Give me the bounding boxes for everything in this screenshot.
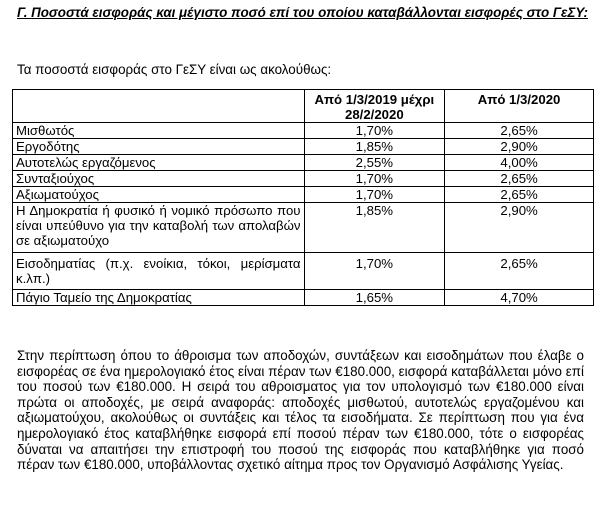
rate-period-2: 2,90%: [445, 139, 594, 155]
row-label: Εισοδηματίας (π.χ. ενοίκια, τόκοι, μερίσματα κ.λπ.): [13, 253, 305, 290]
rate-period-1: 1,70%: [304, 253, 445, 290]
rate-period-1: 1,70%: [304, 187, 445, 203]
row-label: Αξιωματούχος: [13, 187, 305, 203]
intro-text: Τα ποσοστά εισφοράς στο ΓεΣΥ είναι ως ακολούθως:: [17, 62, 332, 77]
table-row: [13, 290, 594, 306]
table-row: [13, 123, 594, 139]
rate-period-1: 1,85%: [304, 139, 445, 155]
rate-period-2: 2,65%: [445, 123, 594, 139]
explanatory-paragraph: Στην περίπτωση όπου το άθροισμα των αποδοχών, συντάξεων και εισοδημάτων που έλαβε ο εισφορέας σε ένα ημερολογιακό έτος είναι πέραν των €180.000, εισφορά καταβάλλεται μόνο επί του ποσού των €180.000. Η σειρά του αθροισματος για τον υπολογισμό των €180.000 είναι πρώτα οι αποδοχές, με σειρά αναφοράς: αποδοχές μισθωτού, αυτοτελώς εργαζομένου και αξιωματούχου, ακολούθως οι συντάξεις και τέλος τα εισοδήματα. Σε περίπτωση που για ένα ημερολογιακό έτος καταβλήθηκε εισφορά επί ποσού πέραν των €180.000, τότε ο εισφορέας δύναται να απαιτήσει την επιστροφή του ποσού της εισφοράς που καταβλήθηκε για ποσό πέραν των €180.000, υποβάλλοντας σχετικό αίτημα προς τον Οργανισμό Ασφάλισης Υγείας.: [17, 348, 584, 473]
contribution-rates-table: [12, 89, 594, 306]
rate-period-1: 1,85%: [304, 203, 445, 253]
rate-period-2: 2,65%: [445, 171, 594, 187]
table-row: [13, 187, 594, 203]
table-header-row: [13, 90, 594, 123]
rate-period-1: 1,70%: [304, 171, 445, 187]
table-row: [13, 171, 594, 187]
rate-period-1: 2,55%: [304, 155, 445, 171]
table-row: [13, 253, 594, 290]
section-heading: Γ. Ποσοστά εισφοράς και μέγιστο ποσό επί του οποίου καταβάλλονται εισφορές στο ΓεΣΥ:: [17, 5, 589, 20]
row-label: Συνταξιούχος: [13, 171, 305, 187]
row-label: Μισθωτός: [13, 123, 305, 139]
header-period-1: Από 1/3/2019 μέχρι 28/2/2020: [304, 90, 445, 123]
table-row: [13, 155, 594, 171]
rate-period-1: 1,65%: [304, 290, 445, 306]
row-label: Εργοδότης: [13, 139, 305, 155]
row-label: Η Δημοκρατία ή φυσικό ή νομικό πρόσωπο που είναι υπεύθυνο για την καταβολή των απολαβών σε αξιωματούχο: [13, 203, 305, 253]
row-label: Πάγιο Ταμείο της Δημοκρατίας: [13, 290, 305, 306]
rate-period-2: 4,00%: [445, 155, 594, 171]
rate-period-2: 4,70%: [445, 290, 594, 306]
rate-period-2: 2,65%: [445, 187, 594, 203]
rate-period-2: 2,65%: [445, 253, 594, 290]
header-period-2: Από 1/3/2020: [445, 90, 594, 123]
table-row: [13, 203, 594, 253]
header-category: [13, 90, 305, 123]
row-label: Αυτοτελώς εργαζόμενος: [13, 155, 305, 171]
table-row: [13, 139, 594, 155]
rate-period-2: 2,90%: [445, 203, 594, 253]
rate-period-1: 1,70%: [304, 123, 445, 139]
